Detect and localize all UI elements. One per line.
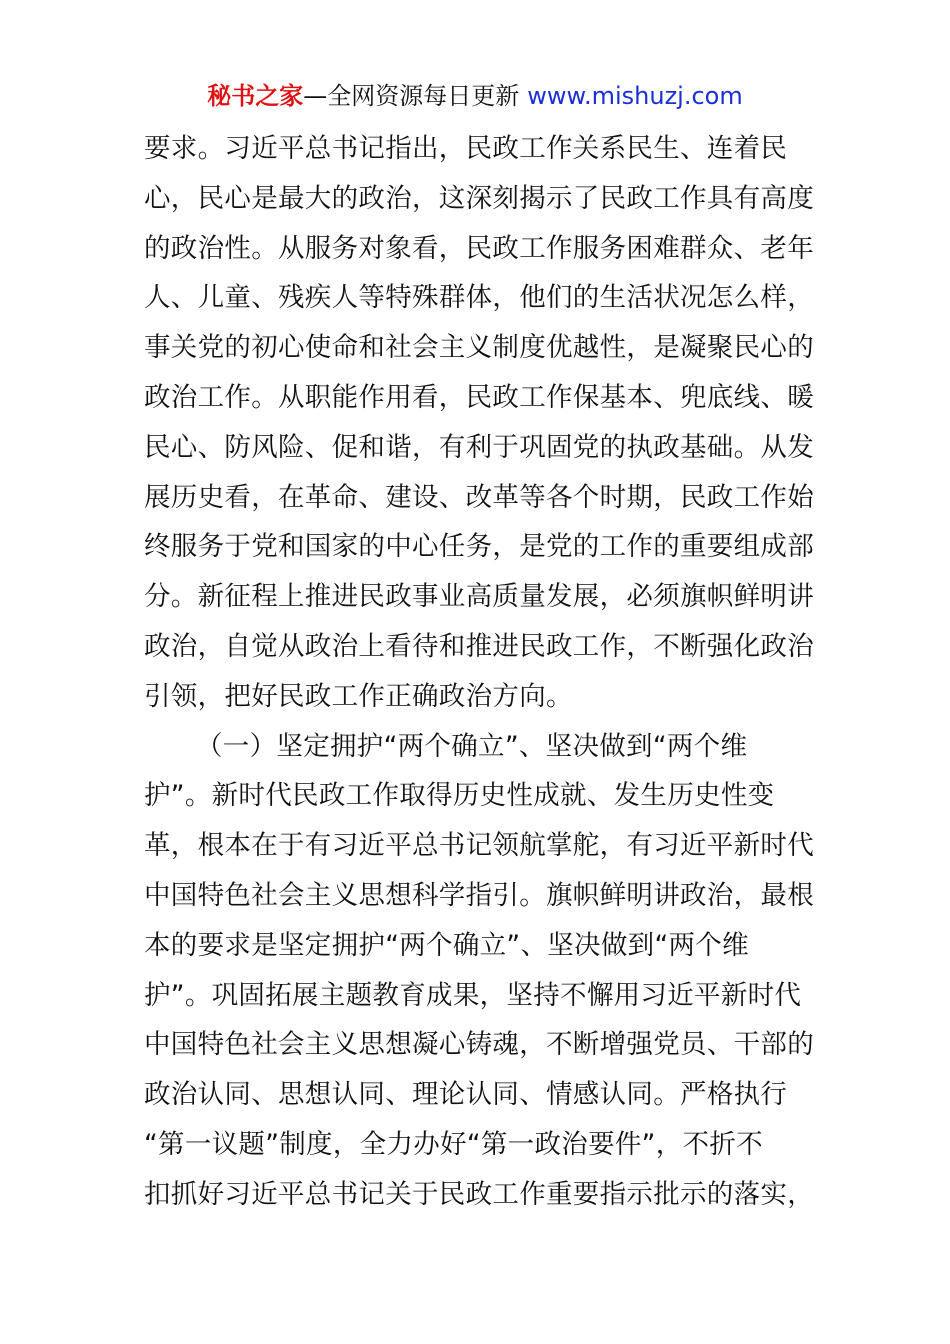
text-line: 本的要求是坚定拥护“两个确立”、坚决做到“两个维 bbox=[144, 929, 749, 961]
text-line: 中国特色社会主义思想凝心铸魂，不断增强党员、干部的 bbox=[144, 1029, 814, 1061]
text-line: 要求。习近平总书记指出，民政工作关系民生、连着民 bbox=[144, 133, 788, 164]
text-line: 中国特色社会主义思想科学指引。旗帜鲜明讲政治，最根 bbox=[144, 879, 814, 911]
text-line: 护”。巩固拓展主题教育成果，坚持不懈用习近平新时代 bbox=[144, 979, 802, 1011]
text-line: 引领，把好民政工作正确政治方向。 bbox=[144, 680, 573, 712]
text-line: 民心、防风险、促和谐，有利于巩固党的执政基础。从发 bbox=[144, 431, 814, 463]
document-body bbox=[144, 124, 814, 1220]
text-line: 护”。新时代民政工作取得历史性成就、发生历史性变 bbox=[144, 780, 775, 812]
text-line: 心，民心是最大的政治，这深刻揭示了民政工作具有高度 bbox=[144, 182, 814, 214]
text-line: 人、儿童、残疾人等特殊群体，他们的生活状况怎么样， bbox=[144, 282, 814, 314]
text-line: 展历史看，在革命、建设、改革等各个时期，民政工作始 bbox=[144, 481, 814, 513]
text-line: 政治工作。从职能作用看，民政工作保基本、兜底线、暖 bbox=[144, 381, 814, 413]
text-line: 政治，自觉从政治上看待和推进民政工作，不断强化政治 bbox=[144, 630, 814, 662]
text-line: 终服务于党和国家的中心任务，是党的工作的重要组成部 bbox=[144, 531, 814, 563]
text-line: 分。新征程上推进民政事业高质量发展，必须旗帜鲜明讲 bbox=[144, 581, 814, 613]
text-line: 政治认同、思想认同、理论认同、情感认同。严格执行 bbox=[144, 1079, 788, 1111]
text-line: 扣抓好习近平总书记关于民政工作重要指示批示的落实， bbox=[144, 1178, 814, 1210]
site-url[interactable]: www.mishuzj.com bbox=[527, 82, 743, 110]
text-line: 革，根本在于有习近平总书记领航掌舵，有习近平新时代 bbox=[144, 830, 814, 862]
header-tagline: —全网资源每日更新 bbox=[303, 82, 520, 110]
text-line: 事关党的初心使命和社会主义制度优越性，是凝聚民心的 bbox=[144, 332, 814, 364]
section-heading-line: （一）坚定拥护“两个确立”、坚决做到“两个维 bbox=[196, 730, 748, 762]
site-header bbox=[0, 80, 950, 112]
text-line: 的政治性。从服务对象看，民政工作服务困难群众、老年 bbox=[144, 232, 814, 264]
text-line: “第一议题”制度，全力办好“第一政治要件”，不折不 bbox=[144, 1128, 763, 1160]
brand-name: 秘书之家 bbox=[207, 82, 304, 110]
